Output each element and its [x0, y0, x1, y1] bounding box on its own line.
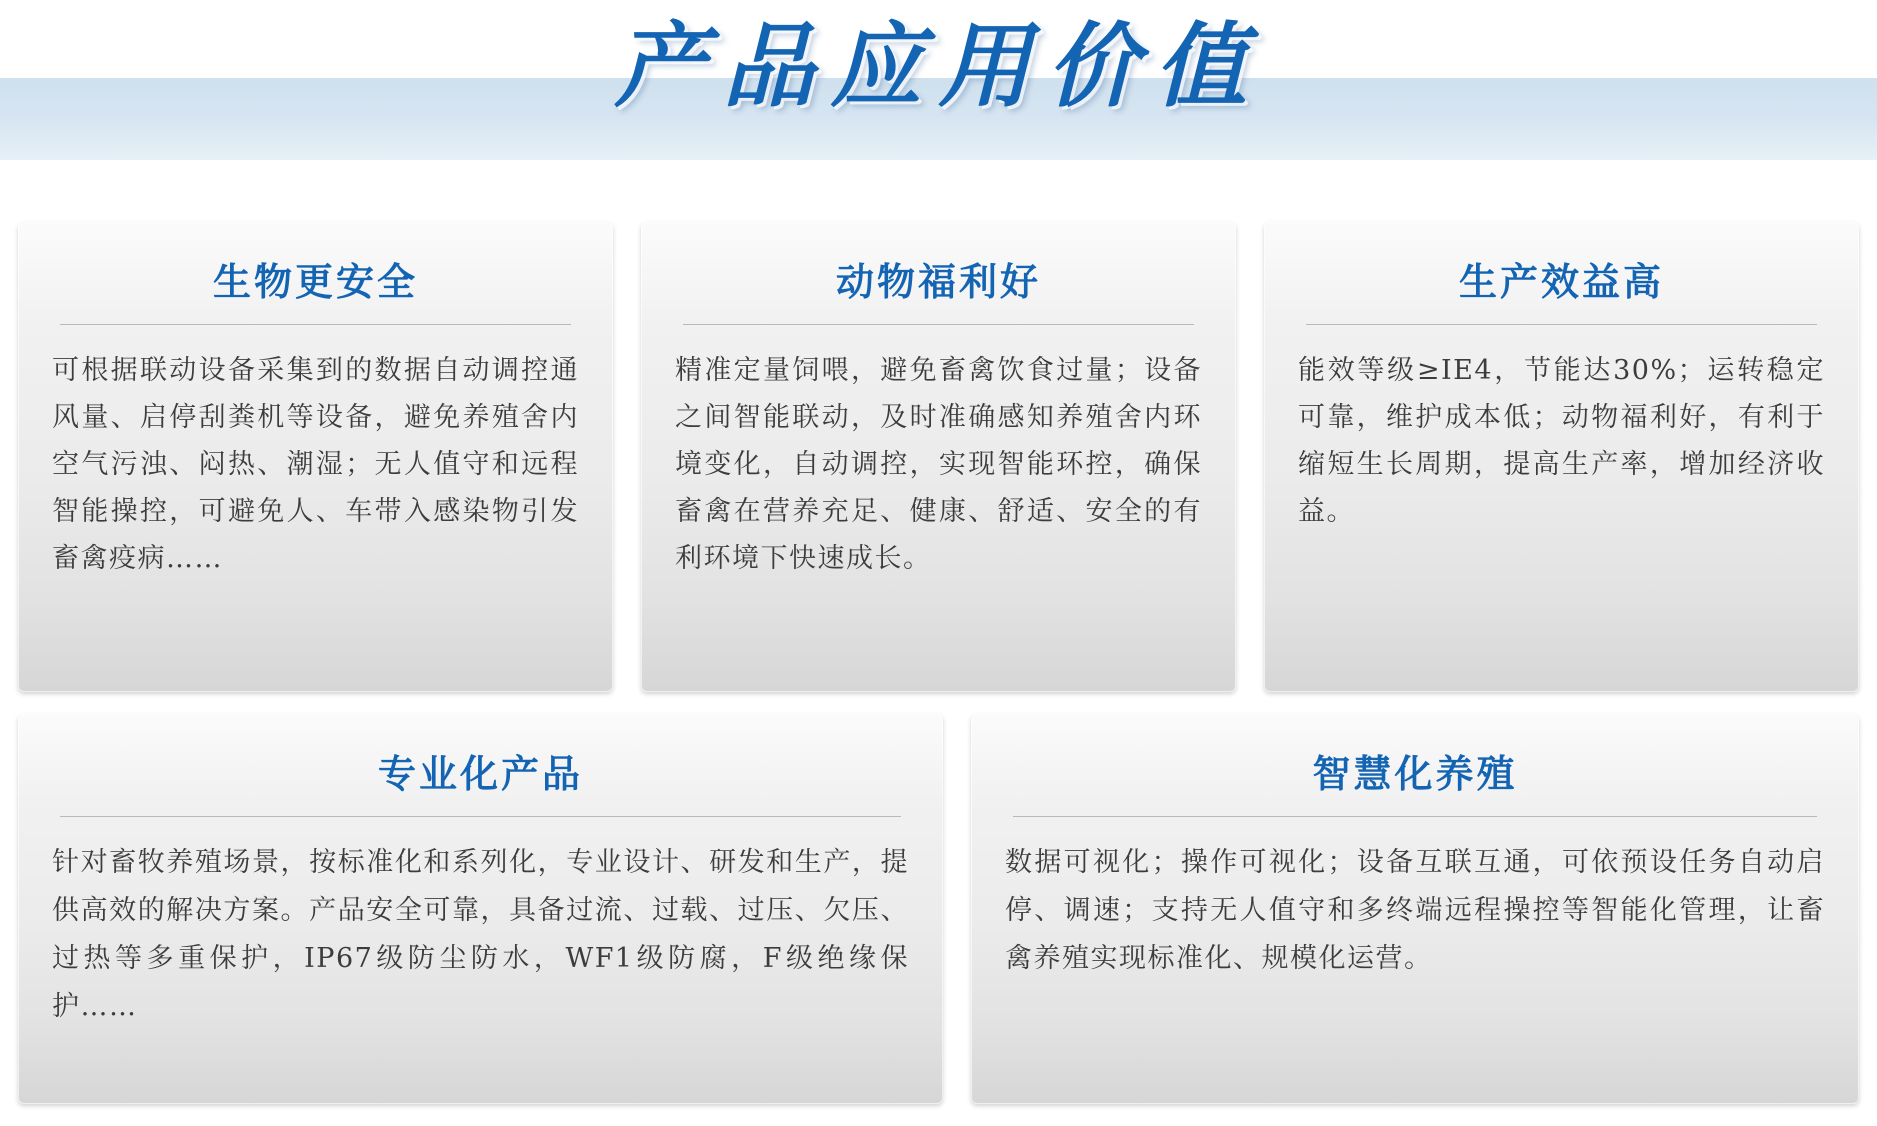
- card-title: 生产效益高: [1458, 260, 1664, 304]
- card-body: 可根据联动设备采集到的数据自动调控通风量、启停刮粪机等设备，避免养殖舍内空气污浊、闷热、潮湿；无人值守和远程智能操控，可避免人、车带入感染物引发畜禽疫病……: [52, 355, 579, 574]
- card-animal-welfare: [641, 222, 1236, 692]
- card-title: 动物福利好: [835, 260, 1041, 304]
- card-body: 针对畜牧养殖场景，按标准化和系列化，专业设计、研发和生产，提供高效的解决方案。产品安全可靠，具备过流、过载、过压、欠压、过热等多重保护，IP67级防尘防水，WF1级防腐，F级绝缘保护……: [52, 847, 909, 1022]
- card-professional-product: [18, 714, 943, 1104]
- card-title: 智慧化养殖: [1312, 752, 1518, 796]
- page-title: 产品应用价值: [614, 12, 1263, 120]
- card-body: 能效等级≥IE4，节能达30%；运转稳定可靠，维护成本低；动物福利好，有利于缩短生长周期，提高生产率，增加经济收益。: [1298, 355, 1825, 527]
- cards-area: [0, 222, 1877, 1104]
- card-body: 精准定量饲喂，避免畜禽饮食过量；设备之间智能联动，及时准确感知养殖舍内环境变化，自动调控，实现智能环控，确保畜禽在营养充足、健康、舒适、安全的有利环境下快速成长。: [675, 355, 1202, 574]
- card-divider: [60, 816, 901, 817]
- cards-row-top: [0, 222, 1877, 692]
- card-smart-farming: [971, 714, 1859, 1104]
- card-divider: [683, 324, 1194, 325]
- card-title: 生物更安全: [212, 260, 418, 304]
- card-divider: [1013, 816, 1817, 817]
- card-body: 数据可视化；操作可视化；设备互联互通，可依预设任务自动启停、调速；支持无人值守和多终端远程操控等智能化管理，让畜禽养殖实现标准化、规模化运营。: [1005, 847, 1825, 974]
- card-divider: [60, 324, 571, 325]
- card-title: 专业化产品: [377, 752, 583, 796]
- card-divider: [1306, 324, 1817, 325]
- cards-row-bottom: [0, 714, 1877, 1104]
- card-production-efficiency: [1264, 222, 1859, 692]
- card-biosecurity: [18, 222, 613, 692]
